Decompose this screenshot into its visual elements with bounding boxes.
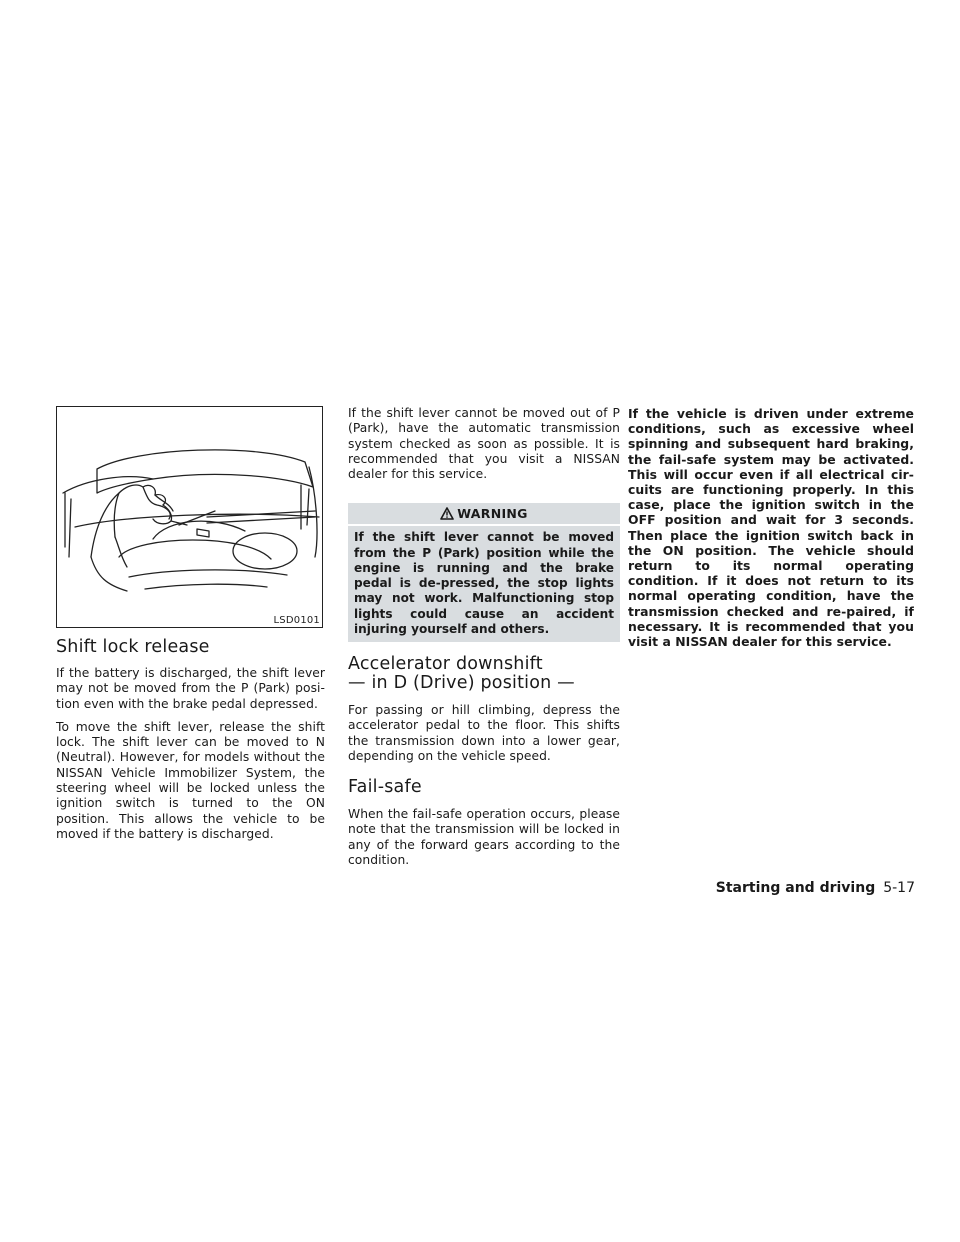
heading-accelerator-line1: Accelerator downshift: [348, 653, 543, 674]
paragraph-accelerator: For passing or hill climbing, depress the accelerator pedal to the floor. This shifts the transmission down into a lower gear, depending on the vehicle speed.: [348, 702, 620, 763]
warning-text: If the shift lever cannot be moved from the P (Park) position while the engine is running and the brake pedal is de-pressed, the stop lights may not work. Malfunctioning stop lights could cause an accident injuring yourself and others.: [354, 530, 614, 636]
column-right: [628, 406, 914, 649]
shift-lock-illustration: [56, 406, 323, 628]
page-footer: [716, 880, 915, 896]
heading-accelerator-line2: — in D (Drive) position —: [348, 673, 575, 694]
paragraph-park-service: If the shift lever cannot be moved out of P (Park), have the automatic transmission system checked as soon as possible. It is recommended that you visit a NISSAN dealer for this service.: [348, 406, 620, 482]
page-number: 5-17: [883, 880, 915, 896]
warning-title: WARNING: [457, 506, 528, 522]
column-middle: [348, 406, 620, 868]
warning-triangle-icon: [440, 507, 454, 520]
paragraph-fail-safe: When the fail-safe operation occurs, please note that the transmission will be locked in any of the forward gears according to the condition.: [348, 807, 620, 867]
paragraph-shift-lock-1: If the battery is discharged, the shift lever may not be moved from the P (Park) posi-tion even with the brake pedal depressed.: [56, 666, 325, 711]
heading-fail-safe: Fail-safe: [348, 777, 422, 798]
heading-accelerator-downshift: [348, 655, 620, 694]
footer-section-title: Starting and driving: [715, 880, 876, 896]
warning-box: [348, 503, 620, 641]
column-left: [56, 406, 325, 842]
paragraph-shift-lock-2: To move the shift lever, release the shift lock. The shift lever can be moved to N (Neutral). However, for models without the NISSAN Vehicle Immobilizer System, the steering wheel will be locked unless the ignition switch is turned to the ON position. This allows the vehicle to be moved if the battery is discharged.: [56, 719, 325, 841]
figure-code: LSD0101: [273, 615, 320, 626]
steering-column-drawing: [57, 407, 322, 627]
paragraph-extreme-conditions: If the vehicle is driven under extreme conditions, such as excessive wheel spinning and subsequent hard braking, the fail-safe system may be activated. This will occur even if all electrical cir-cuits are functioning properly. In this case, place the ignition switch in the OFF position and wait for 3 seconds. Then place the ignition switch back in the ON position. The vehicle should return to its normal operating condition. If it does not return to its normal operating condition, have the transmission checked and re-paired, if necessary. It is recommended that you visit a NISSAN dealer for this service.: [628, 406, 914, 650]
heading-shift-lock-release: Shift lock release: [56, 637, 210, 657]
warning-header: [348, 503, 620, 526]
